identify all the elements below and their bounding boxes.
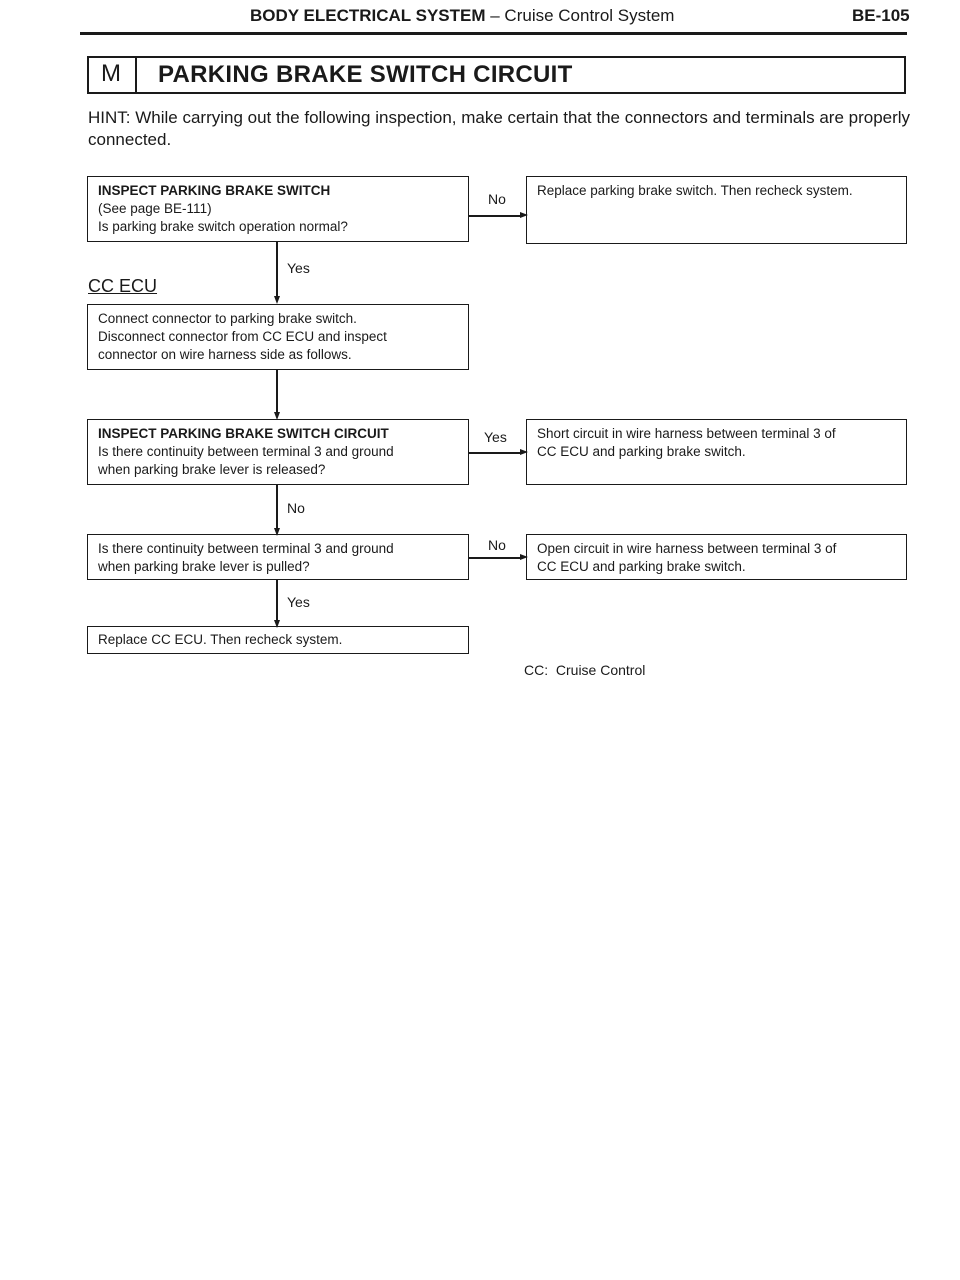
connector-step2-step3 (276, 370, 278, 414)
label-step3-yes: Yes (484, 429, 507, 445)
step1-line2: Is parking brake switch operation normal? (98, 219, 348, 234)
label-step4-no: No (488, 537, 506, 553)
result-short-circuit (526, 419, 907, 485)
header-section: BODY ELECTRICAL SYSTEM (250, 6, 486, 25)
result-short-line2: CC ECU and parking brake switch. (537, 444, 746, 459)
section-letter: M (87, 56, 137, 94)
step5-text: Replace CC ECU. Then recheck system. (98, 632, 343, 647)
step2-line3: connector on wire harness side as follows. (98, 347, 352, 362)
arrow-step1-yes (274, 296, 280, 304)
page-number: BE-105 (852, 6, 910, 25)
step-continuity-pulled (87, 534, 469, 580)
step2-line1: Connect connector to parking brake switch. (98, 311, 357, 326)
step3-title: INSPECT PARKING BRAKE SWITCH CIRCUIT (98, 426, 389, 441)
step1-line1: (See page BE-111) (98, 201, 212, 216)
step2-line2: Disconnect connector from CC ECU and inspect (98, 329, 387, 344)
step-inspect-parking-brake-switch (87, 176, 469, 242)
step4-line2: when parking brake lever is pulled? (98, 559, 310, 574)
step1-title: INSPECT PARKING BRAKE SWITCH (98, 183, 331, 198)
step3-line1: Is there continuity between terminal 3 and ground (98, 444, 394, 459)
result-replace-switch (526, 176, 907, 244)
connector-step4-yes (276, 580, 278, 622)
connector-step3-yes (469, 452, 521, 454)
connector-step1-yes (276, 242, 278, 298)
step-inspect-circuit (87, 419, 469, 485)
step-replace-cc-ecu (87, 626, 469, 654)
step3-line2: when parking brake lever is released? (98, 462, 326, 477)
hint-text: HINT: While carrying out the following inspection, make certain that the connectors and terminals are properly connected. (88, 108, 911, 149)
result-short-line1: Short circuit in wire harness between terminal 3 of (537, 426, 836, 441)
label-step1-no: No (488, 191, 506, 207)
footnote-cc: CC: Cruise Control (524, 662, 646, 678)
connector-step1-no (469, 215, 521, 217)
connector-step3-no (276, 485, 278, 530)
step4-line1: Is there continuity between terminal 3 and ground (98, 541, 394, 556)
step-connect-connector (87, 304, 469, 370)
connector-step4-no (469, 557, 521, 559)
section-title: PARKING BRAKE SWITCH CIRCUIT (158, 61, 573, 88)
result-open-line1: Open circuit in wire harness between terminal 3 of (537, 541, 837, 556)
header-subsection: Cruise Control System (504, 6, 675, 25)
page-header (250, 6, 674, 26)
cc-ecu-label: CC ECU (88, 276, 158, 296)
label-step1-yes: Yes (287, 260, 310, 276)
result-open-line2: CC ECU and parking brake switch. (537, 559, 746, 574)
header-rule (80, 32, 907, 35)
result-replace-switch-text: Replace parking brake switch. Then recheck system. (537, 183, 853, 198)
header-dash: – (485, 6, 505, 25)
label-step4-yes: Yes (287, 594, 310, 610)
label-step3-no: No (287, 500, 305, 516)
result-open-circuit (526, 534, 907, 580)
